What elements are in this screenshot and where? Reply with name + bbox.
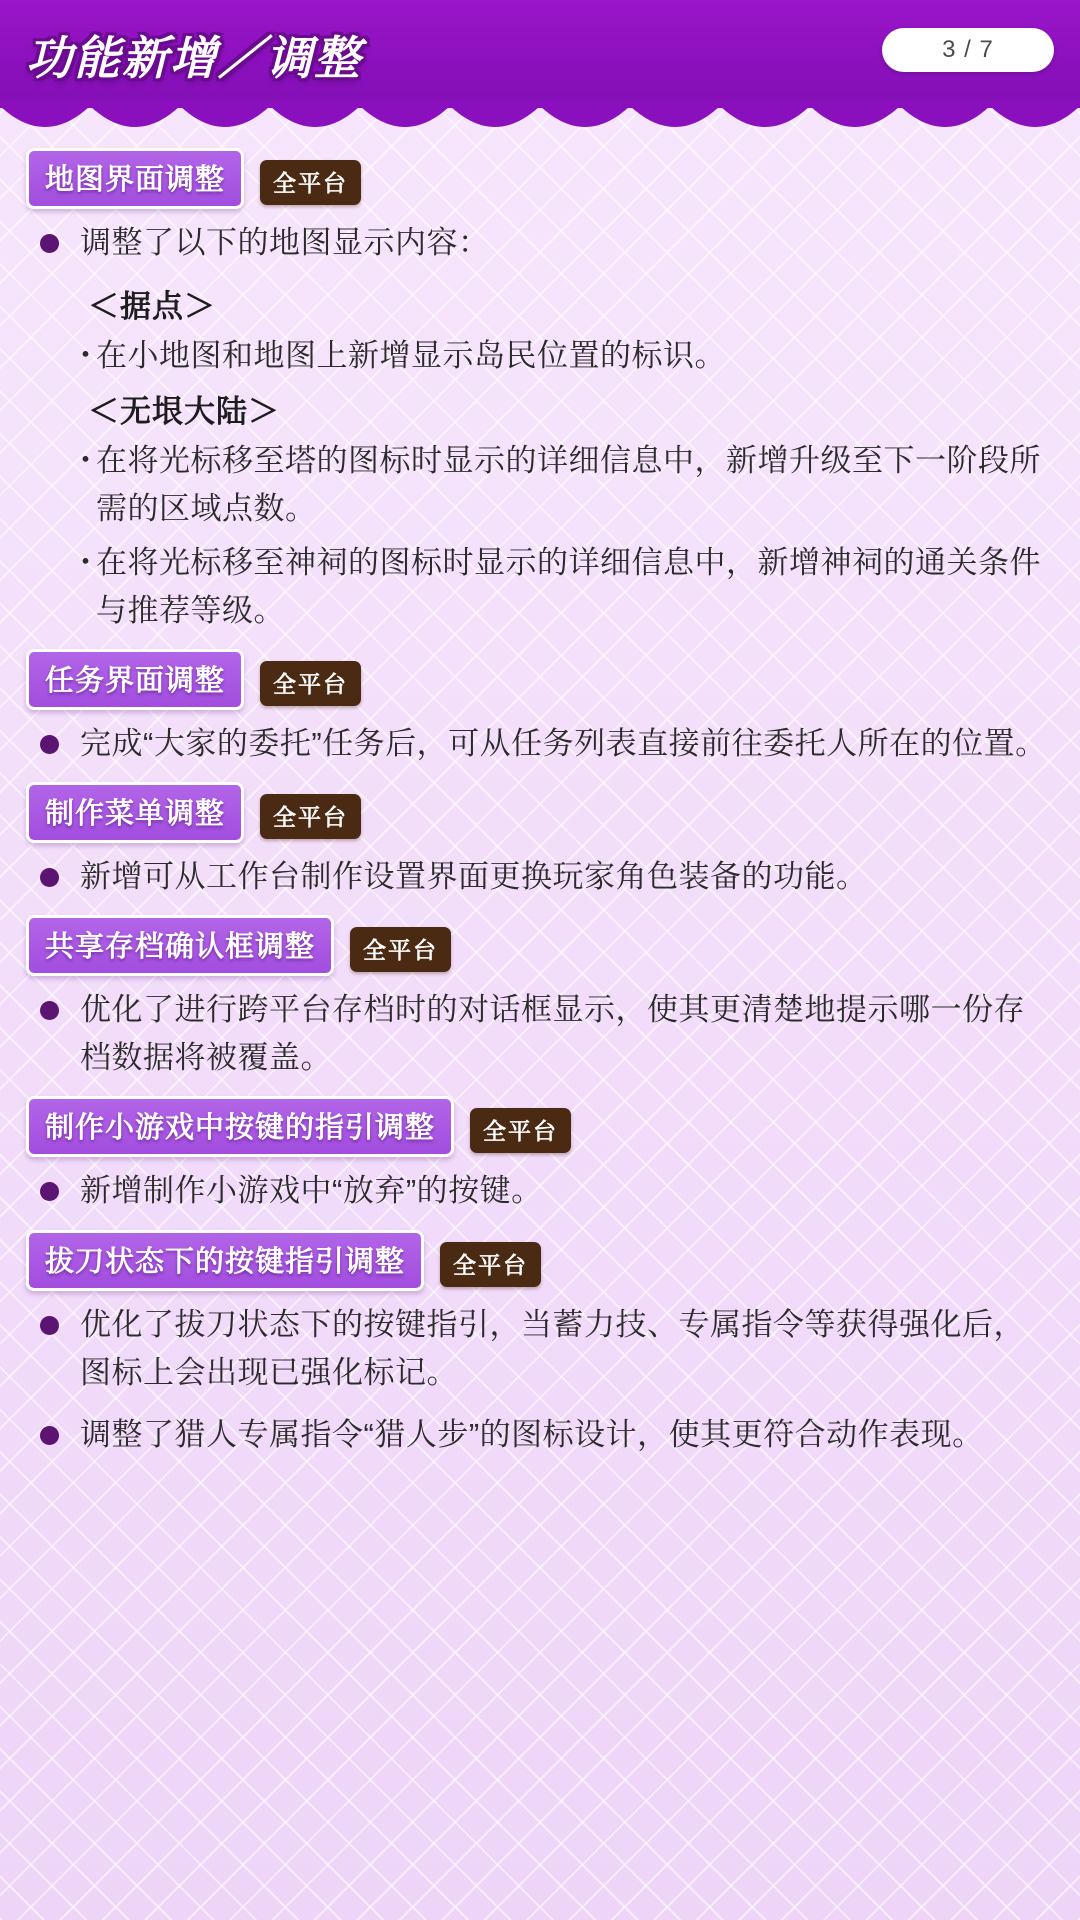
section-header <box>26 148 1054 209</box>
section-title: 地图界面调整 <box>26 148 244 209</box>
platform-badge: 全平台 <box>260 160 361 205</box>
page-title: 功能新增／调整 <box>26 32 362 84</box>
section-title: 任务界面调整 <box>26 649 244 710</box>
content-section <box>26 782 1054 901</box>
section-title: 制作菜单调整 <box>26 782 244 843</box>
sub-heading: ＜无垠大陆＞ <box>88 394 280 430</box>
bullet-item: 优化了拔刀状态下的按键指引，当蓄力技、专属指令等获得强化后，图标上会出现已强化标记。 <box>26 1301 1054 1397</box>
section-header <box>26 1230 1054 1291</box>
platform-badge: 全平台 <box>350 927 451 972</box>
content-section <box>26 1230 1054 1459</box>
bullet-item: 新增制作小游戏中“放弃”的按键。 <box>26 1167 1054 1215</box>
page-indicator-label: 3 / 7 <box>942 36 994 63</box>
content-section <box>26 148 1054 635</box>
platform-badge: 全平台 <box>440 1242 541 1287</box>
page-indicator <box>882 28 1054 72</box>
section-title: 制作小游戏中按键的指引调整 <box>26 1096 454 1157</box>
content-section <box>26 915 1054 1082</box>
content-section <box>26 1096 1054 1215</box>
bullet-item: 新增可从工作台制作设置界面更换玩家角色装备的功能。 <box>26 853 1054 901</box>
platform-badge: 全平台 <box>260 661 361 706</box>
page-header <box>0 0 1080 108</box>
sub-bullet-item: ・ 在将光标移至塔的图标时显示的详细信息中，新增升级至下一阶段所需的区域点数。 <box>26 437 1054 533</box>
section-title: 拔刀状态下的按键指引调整 <box>26 1230 424 1291</box>
section-title: 共享存档确认框调整 <box>26 915 334 976</box>
bullet-item: 完成“大家的委托”任务后，可从任务列表直接前往委托人所在的位置。 <box>26 720 1054 768</box>
section-item-list <box>26 219 1054 635</box>
section-header <box>26 782 1054 843</box>
section-header <box>26 649 1054 710</box>
bullet-item: 调整了猎人专属指令“猎人步”的图标设计，使其更符合动作表现。 <box>26 1411 1054 1459</box>
sub-heading: ＜据点＞ <box>88 289 216 325</box>
section-header <box>26 915 1054 976</box>
section-item-list <box>26 720 1054 768</box>
content-section <box>26 649 1054 768</box>
bullet-item: 调整了以下的地图显示内容： <box>26 219 1054 267</box>
sub-bullet-item: ・ 在小地图和地图上新增显示岛民位置的标识。 <box>26 332 1054 380</box>
platform-badge: 全平台 <box>260 794 361 839</box>
sub-bullet-item: ・ 在将光标移至神祠的图标时显示的详细信息中，新增神祠的通关条件与推荐等级。 <box>26 539 1054 635</box>
section-item-list <box>26 853 1054 901</box>
section-item-list <box>26 1301 1054 1459</box>
content-body <box>0 108 1080 1459</box>
section-item-list <box>26 1167 1054 1215</box>
section-header <box>26 1096 1054 1157</box>
bullet-item: 优化了进行跨平台存档时的对话框显示，使其更清楚地提示哪一份存档数据将被覆盖。 <box>26 986 1054 1082</box>
platform-badge: 全平台 <box>470 1108 571 1153</box>
section-item-list <box>26 986 1054 1082</box>
